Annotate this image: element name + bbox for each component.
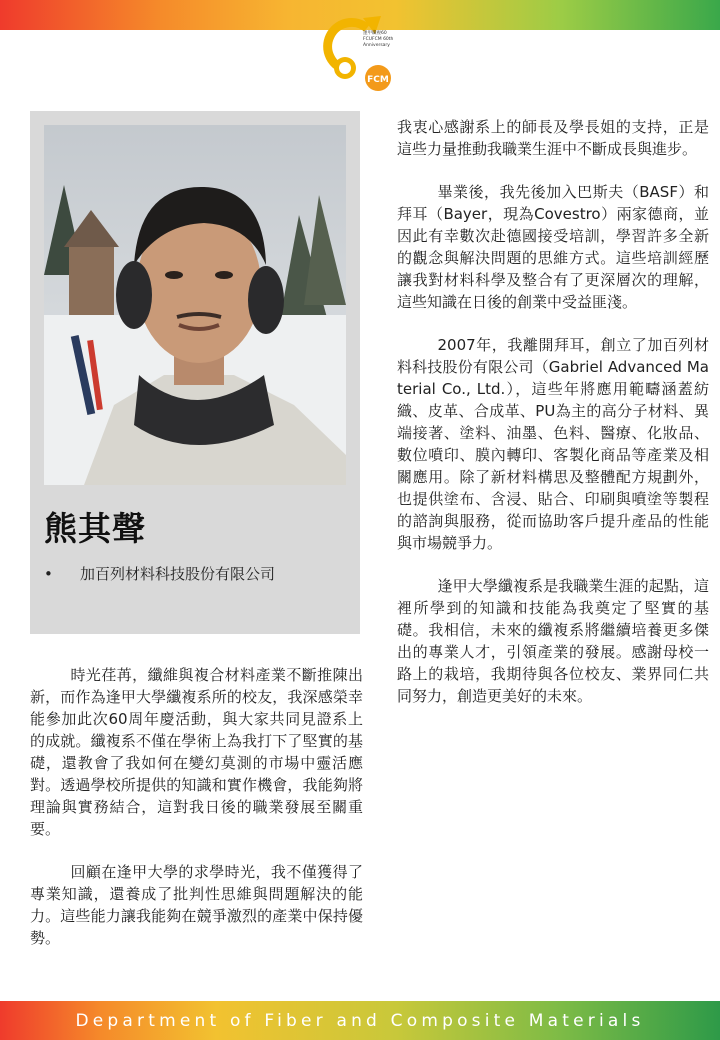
paragraph: 時光荏苒，纖維與複合材料產業不斷推陳出新，而作為逢甲大學纖複系所的校友，我深感榮幸能參加此次60周年慶活動，與大家共同見證系上的成就。纖複系不僅在學術上為我打下了堅實的基礎，還教會了我如何在變幻莫測的市場中靈活應對。透過學校所提供的知識和實作機會，我能夠將理論與實務結合，這對我日後的職業發展至關重要。 bbox=[30, 666, 363, 838]
logo-text-3: Anniversary bbox=[363, 43, 390, 48]
company-name: 加百列材料科技股份有限公司 bbox=[80, 565, 276, 583]
paragraph: 2007年，我離開拜耳，創立了加百列材料科技股份有限公司（Gabriel Advanced Material Co., Ltd.），這些年將應用範疇涵蓋紡織、皮革、合成革、PU為主的高分子材料、異端接著、塗料、油墨、色料、醫療、化妝品、數位噴印、膜內轉印、客製化商品等產業及相關應用。除了新材料構思及整體配方規劃外，也提供塗布、含浸、貼合、印刷與噴塗等製程的諮詢與服務，從而協助客戶提升產品的性能與市場競爭力。 bbox=[397, 336, 709, 552]
logo-badge: FCM bbox=[367, 75, 389, 85]
bottom-gradient-bar bbox=[0, 1001, 720, 1040]
bullet-icon: • bbox=[44, 565, 53, 583]
profile-card bbox=[30, 111, 360, 634]
anniversary-logo-icon bbox=[323, 8, 403, 98]
company-item bbox=[44, 563, 275, 584]
paragraph: 畢業後，我先後加入巴斯夫（BASF）和拜耳（Bayer，現為Covestro）兩家德商，並因此有幸數次赴德國接受培訓，學習許多全新的觀念與解決問題的思維方式。這些培訓經歷讓我對材料科學及整合有了更深層次的理解，這些知識在日後的創業中受益匪淺。 bbox=[397, 183, 709, 311]
person-name: 熊其聲 bbox=[44, 509, 146, 548]
portrait-photo bbox=[44, 125, 346, 485]
footer-department-name: Department of Fiber and Composite Materials bbox=[75, 1010, 645, 1031]
paragraph: 我衷心感謝系上的師長及學長姐的支持，正是這些力量推動我職業生涯中不斷成長與進步。 bbox=[397, 118, 709, 158]
logo-text-2: FCUFCM 60th bbox=[363, 37, 394, 42]
right-text-column bbox=[397, 116, 709, 728]
paragraph: 回顧在逢甲大學的求學時光，我不僅獲得了專業知識，還養成了批判性思維與問題解決的能力。這些能力讓我能夠在競爭激烈的產業中保持優勢。 bbox=[30, 863, 363, 947]
paragraph: 逢甲大學纖複系是我職業生涯的起點，這裡所學到的知識和技能為我奠定了堅實的基礎。我相信，未來的纖複系將繼續培養更多傑出的專業人才，引領產業的發展。感謝母校一路上的栽培，我期待與各位校友、業界同仁共同努力，創造更美好的未來。 bbox=[397, 577, 709, 705]
left-text-column bbox=[30, 664, 363, 970]
logo-text-1: 逢甲纖複60 bbox=[363, 31, 387, 36]
